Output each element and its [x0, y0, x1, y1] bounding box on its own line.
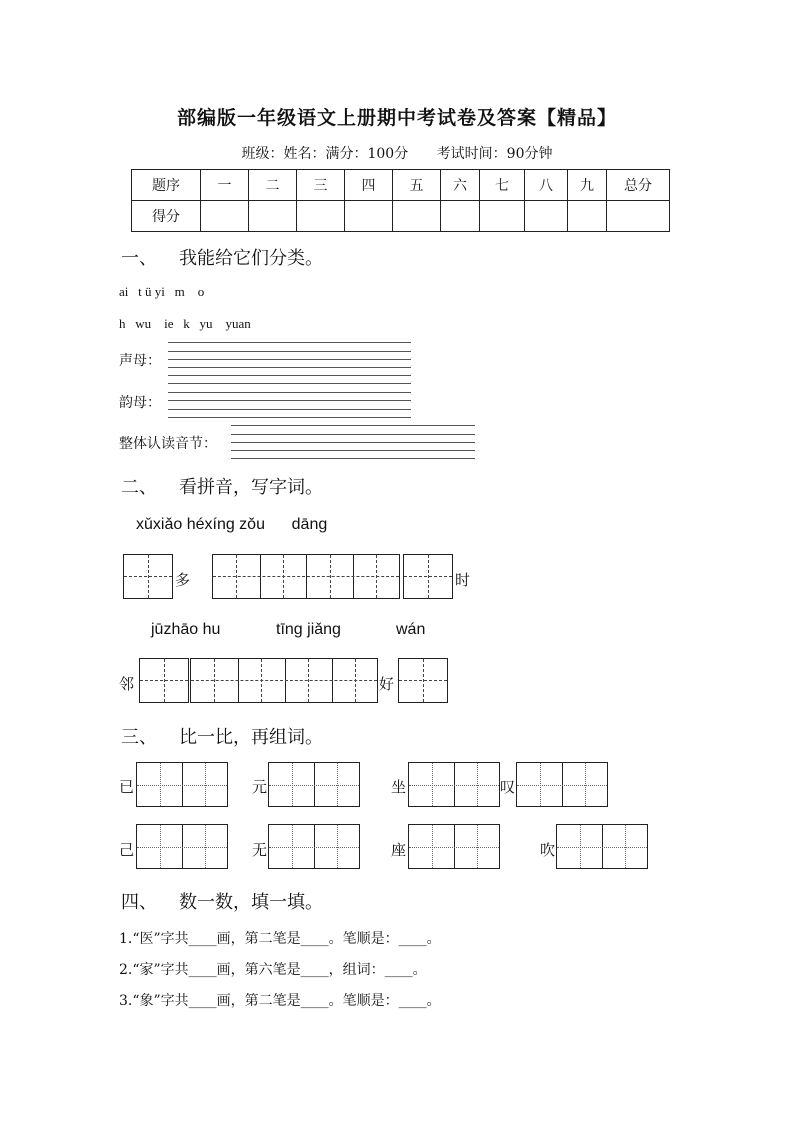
compare-char: 无 [252, 841, 268, 859]
section3-number: 三、 [121, 727, 157, 748]
score-cell[interactable] [568, 201, 607, 232]
exam-info [0, 143, 794, 163]
score-cell[interactable] [249, 201, 297, 232]
zhengti-label: 整体认读音节： [119, 436, 217, 452]
score-cell[interactable] [480, 201, 525, 232]
score-cell[interactable] [607, 201, 670, 232]
score-table-col: 一 [201, 170, 249, 201]
question-item[interactable]: 3.“象”字共____画，第二笔是____。笔顺是：____。 [119, 993, 441, 1009]
compare-char: 座 [391, 841, 407, 859]
score-cell[interactable] [525, 201, 568, 232]
section3-heading [121, 723, 323, 749]
writing-box[interactable] [403, 554, 453, 599]
pinyin-row-2a: jūzhāo hu [151, 621, 221, 638]
section2-heading [121, 473, 323, 499]
answer-line[interactable] [168, 375, 411, 376]
writing-box[interactable] [123, 554, 173, 599]
score-table-col: 二 [249, 170, 297, 201]
score-table-col: 五 [393, 170, 441, 201]
score-cell[interactable] [201, 201, 249, 232]
compare-char: 已 [119, 778, 135, 796]
writing-box-group[interactable] [190, 658, 378, 703]
section4-heading [121, 888, 323, 914]
answer-line[interactable] [168, 417, 411, 418]
writing-box[interactable] [398, 658, 448, 703]
compare-char: 元 [252, 778, 268, 796]
writing-box-group[interactable] [212, 554, 400, 599]
answer-line[interactable] [231, 458, 475, 459]
answer-line[interactable] [168, 359, 411, 360]
score-table-col: 总分 [607, 170, 670, 201]
answer-line[interactable] [231, 442, 475, 443]
answer-line[interactable] [168, 400, 411, 401]
score-table-col: 四 [345, 170, 393, 201]
score-table-col: 七 [480, 170, 525, 201]
score-table-header-row [132, 170, 670, 201]
pinyin-line-1: ai t ü yi m o [119, 284, 205, 299]
pinyin-row-1: xǔxiǎo héxíng zǒu dāng [136, 516, 328, 533]
answer-line[interactable] [168, 383, 411, 384]
word-box[interactable] [136, 824, 228, 869]
question-item[interactable]: 1.“医”字共____画，第二笔是____。笔顺是：____。 [119, 931, 441, 947]
score-table-row-label: 得分 [132, 201, 201, 232]
score-table-col: 八 [525, 170, 568, 201]
yunmu-label: 韵母： [119, 395, 161, 411]
answer-line[interactable] [231, 434, 475, 435]
compare-char: 叹 [500, 778, 516, 796]
score-table-col: 六 [441, 170, 480, 201]
pinyin-row-2c: wán [396, 621, 426, 638]
class-info: 班级：姓名：满分：100分 [241, 146, 409, 162]
compare-char: 吹 [540, 841, 556, 859]
section2-title: 看拼音，写字词。 [179, 477, 323, 498]
pinyin-row-2b: tīng jiǎng [276, 621, 341, 638]
given-char: 多 [175, 571, 191, 589]
word-box[interactable] [408, 762, 500, 807]
given-char: 好 [379, 675, 395, 693]
answer-line[interactable] [231, 425, 475, 426]
word-box[interactable] [556, 824, 648, 869]
answer-line[interactable] [168, 351, 411, 352]
question-item[interactable]: 2.“家”字共____画，第六笔是____，组词：____。 [119, 962, 427, 978]
answer-line[interactable] [168, 367, 411, 368]
score-cell[interactable] [297, 201, 345, 232]
score-table [131, 169, 670, 232]
word-box[interactable] [136, 762, 228, 807]
shengmu-label: 声母： [119, 353, 161, 369]
section4-title: 数一数，填一填。 [179, 892, 323, 913]
score-table-header-label: 题序 [132, 170, 201, 201]
word-box[interactable] [516, 762, 608, 807]
section4-number: 四、 [121, 892, 157, 913]
pinyin-line-2: h wu ie k yu yuan [119, 316, 251, 331]
score-cell[interactable] [393, 201, 441, 232]
section2-number: 二、 [121, 477, 157, 498]
word-box[interactable] [408, 824, 500, 869]
answer-line[interactable] [231, 450, 475, 451]
section3-title: 比一比，再组词。 [179, 727, 323, 748]
section1-number: 一、 [121, 248, 157, 269]
given-char: 邻 [119, 675, 135, 693]
word-box[interactable] [268, 824, 360, 869]
score-cell[interactable] [441, 201, 480, 232]
compare-char: 己 [119, 841, 135, 859]
given-char: 时 [455, 571, 471, 589]
score-table-col: 三 [297, 170, 345, 201]
answer-line[interactable] [168, 392, 411, 393]
section1-heading [121, 244, 323, 270]
compare-char: 坐 [391, 778, 407, 796]
answer-line[interactable] [168, 409, 411, 410]
time-info: 考试时间：90分钟 [436, 146, 553, 162]
page-title: 部编版一年级语文上册期中考试卷及答案【精品】 [176, 107, 617, 129]
section1-title: 我能给它们分类。 [179, 248, 323, 269]
word-box[interactable] [268, 762, 360, 807]
answer-line[interactable] [168, 342, 411, 343]
score-table-score-row [132, 201, 670, 232]
score-cell[interactable] [345, 201, 393, 232]
writing-box[interactable] [139, 658, 189, 703]
score-table-col: 九 [568, 170, 607, 201]
